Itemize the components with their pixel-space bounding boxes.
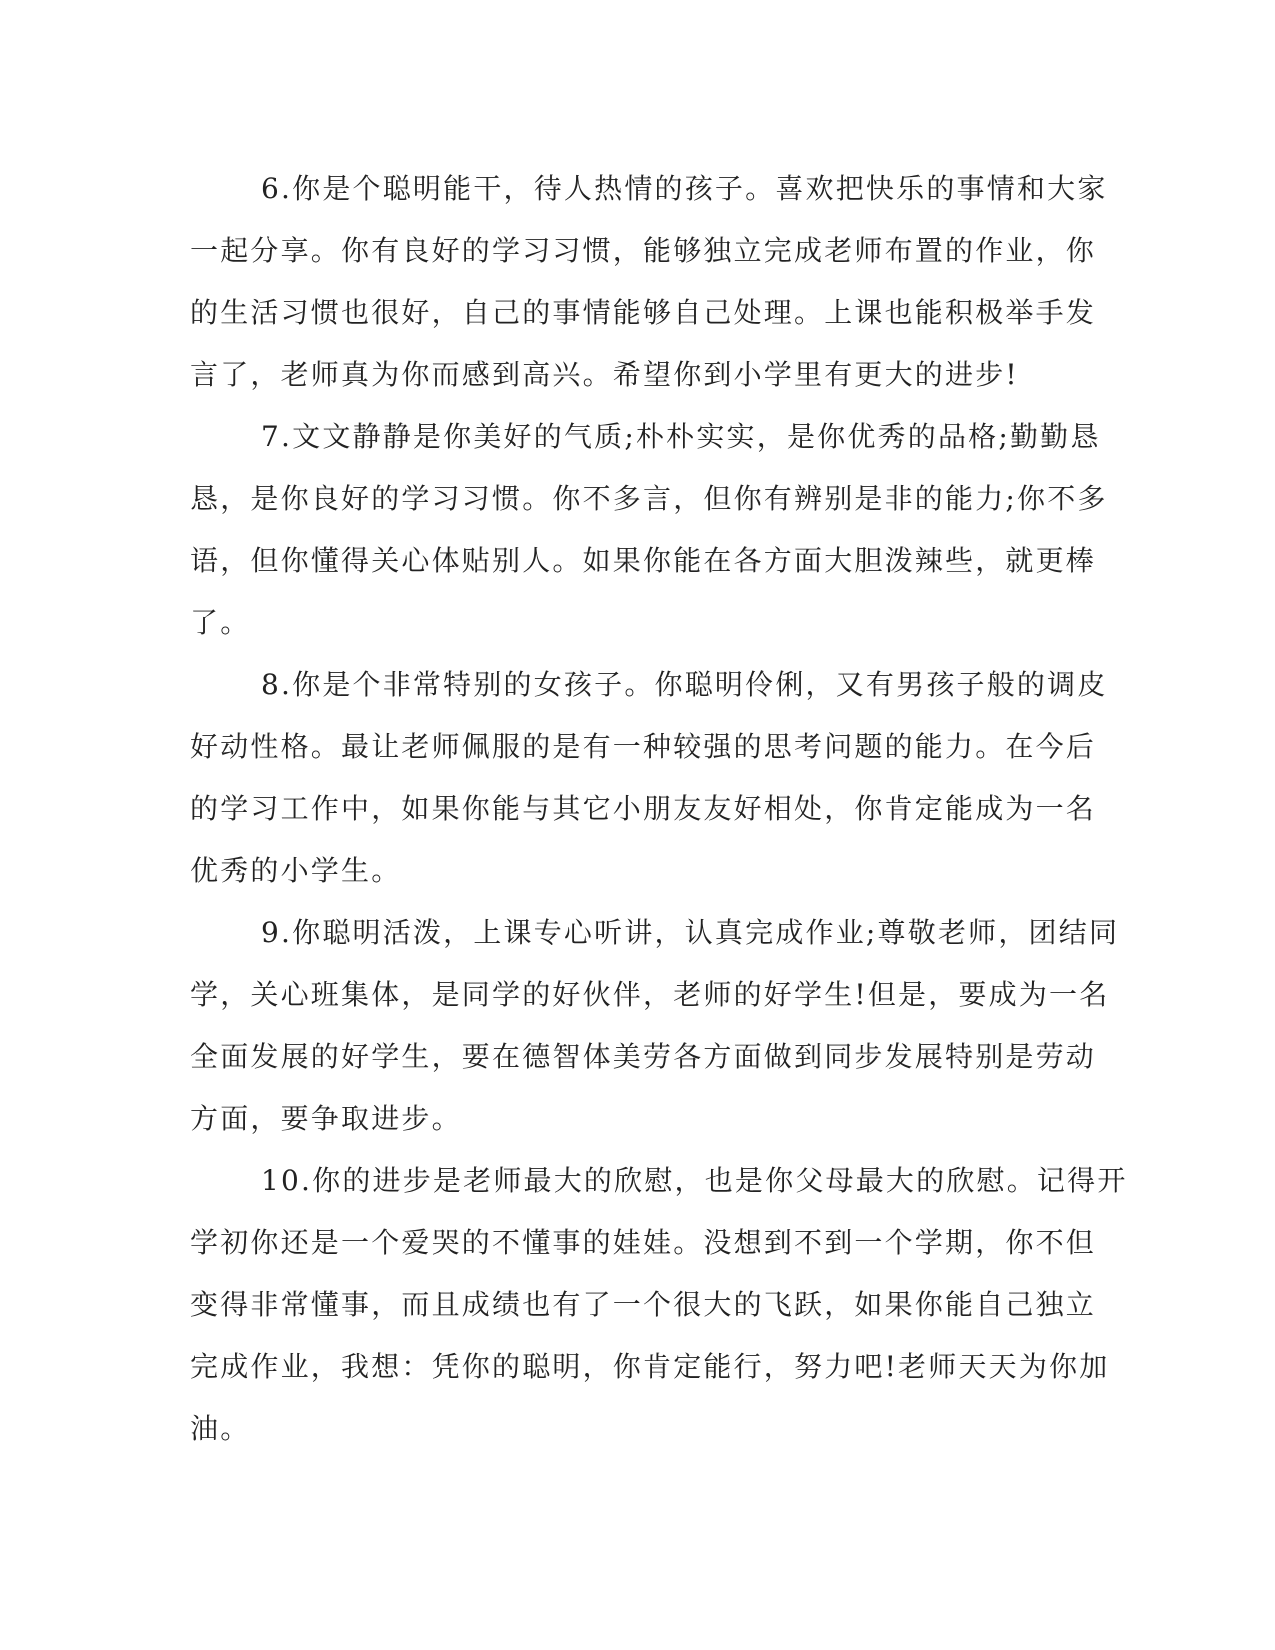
paragraph-line: 8.你是个非常特别的女孩子。你聪明伶俐，又有男孩子般的调皮 (261, 668, 1108, 701)
paragraph-10 (190, 1150, 1128, 1460)
paragraph-8 (190, 654, 1108, 902)
paragraph-line: 好动性格。最让老师佩服的是有一种较强的思考问题的能力。在今后 (190, 730, 1097, 763)
paragraph-line: 优秀的小学生。 (190, 854, 402, 887)
paragraph-line: 的学习工作中，如果你能与其它小朋友友好相处，你肯定能成为一名 (190, 792, 1097, 825)
paragraph-line: 完成作业，我想：凭你的聪明，你肯定能行，努力吧!老师天天为你加 (190, 1350, 1110, 1383)
paragraph-line: 的生活习惯也很好，自己的事情能够自己处理。上课也能积极举手发 (190, 296, 1097, 329)
paragraph-line: 变得非常懂事，而且成绩也有了一个很大的飞跃，如果你能自己独立 (190, 1288, 1097, 1321)
paragraph-line: 了。 (190, 606, 251, 639)
paragraph-line: 学初你还是一个爱哭的不懂事的娃娃。没想到不到一个学期，你不但 (190, 1226, 1097, 1259)
paragraph-6 (190, 158, 1108, 406)
paragraph-line: 方面，要争取进步。 (190, 1102, 462, 1135)
paragraph-line: 语，但你懂得关心体贴别人。如果你能在各方面大胆泼辣些，就更棒 (190, 544, 1097, 577)
paragraph-line: 油。 (190, 1412, 251, 1445)
paragraph-line: 一起分享。你有良好的学习习惯，能够独立完成老师布置的作业，你 (190, 234, 1097, 267)
paragraph-line: 恳，是你良好的学习习惯。你不多言，但你有辨别是非的能力;你不多 (190, 482, 1108, 515)
paragraph-line: 10.你的进步是老师最大的欣慰，也是你父母最大的欣慰。记得开 (261, 1164, 1128, 1197)
paragraph-7 (190, 406, 1108, 654)
paragraph-line: 学，关心班集体，是同学的好伙伴，老师的好学生!但是，要成为一名 (190, 978, 1110, 1011)
paragraph-line: 6.你是个聪明能干，待人热情的孩子。喜欢把快乐的事情和大家 (261, 172, 1108, 205)
document-body (190, 158, 1128, 1460)
paragraph-9 (190, 902, 1120, 1150)
paragraph-line: 全面发展的好学生，要在德智体美劳各方面做到同步发展特别是劳动 (190, 1040, 1097, 1073)
paragraph-line: 9.你聪明活泼，上课专心听讲，认真完成作业;尊敬老师，团结同 (261, 916, 1120, 949)
paragraph-line: 7.文文静静是你美好的气质;朴朴实实，是你优秀的品格;勤勤恳 (261, 420, 1101, 453)
paragraph-line: 言了，老师真为你而感到高兴。希望你到小学里有更大的进步! (190, 358, 1019, 391)
